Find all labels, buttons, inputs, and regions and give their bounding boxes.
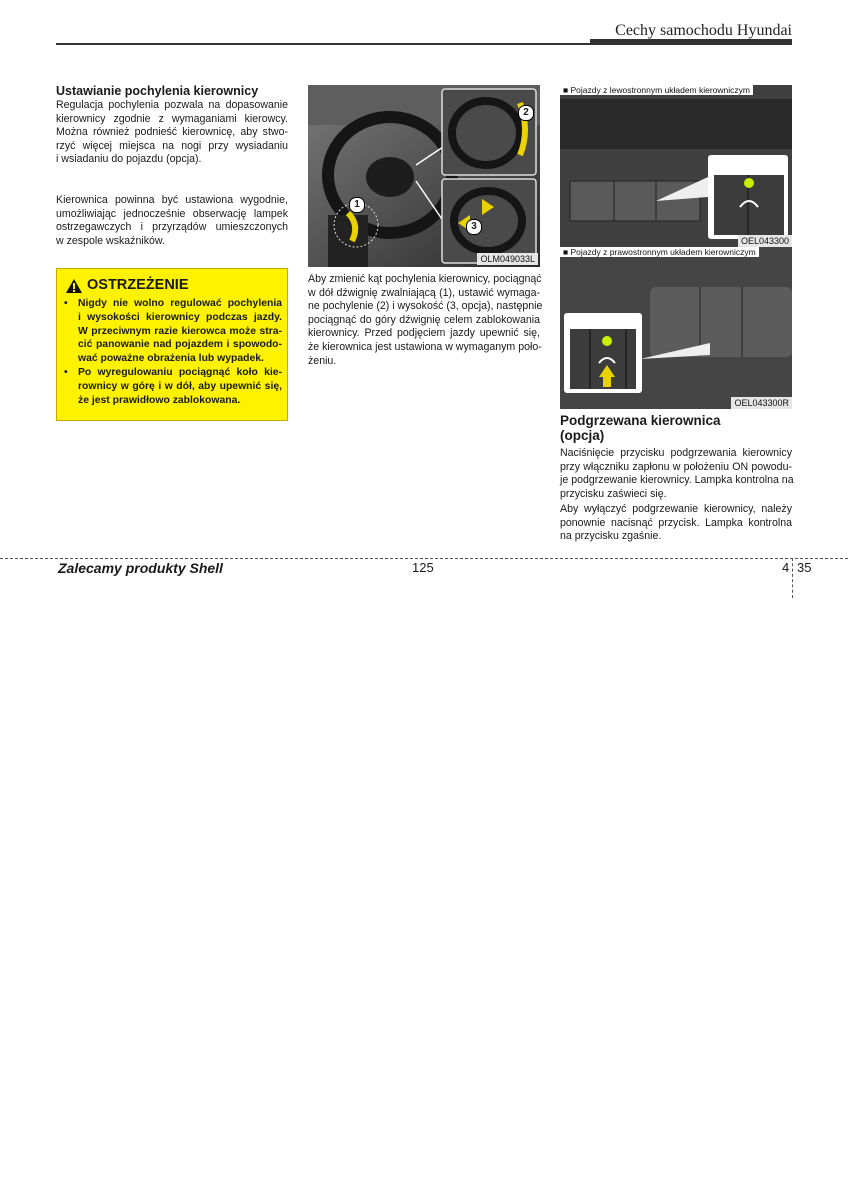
page-number: 125 xyxy=(412,560,434,575)
text-line: Aby wyłączyć podgrzewanie kierownicy, należy xyxy=(560,503,792,515)
text-line: przy włączniku zapłonu w położeniu ON powodu- xyxy=(560,460,792,473)
text-line: wać poważne obrażenia lub wypadek. xyxy=(78,353,264,365)
figure-caption-rhd: ■ Pojazdy z prawostronnym układem kierowniczym xyxy=(560,247,759,257)
callout-2: 2 xyxy=(518,105,534,121)
warning-triangle-icon xyxy=(65,278,83,294)
figure-caption-lhd: ■ Pojazdy z lewostronnym układem kierowniczym xyxy=(560,85,753,95)
text-line: i wsiadaniu do pojazdu (opcja). xyxy=(56,153,202,166)
figure-code-lhd: OEL043300 xyxy=(738,235,792,247)
steering-tilt-figure xyxy=(308,85,540,267)
text-line: żeniu. xyxy=(308,354,337,367)
text-line: Nigdy nie wolno regulować pochylenia xyxy=(78,298,282,309)
text-line: ostrzegawczych i przyrządów umieszczonych xyxy=(56,221,288,234)
heated-on-paragraph xyxy=(560,447,792,501)
text-line: je podgrzewanie kierownicy. Lampka kontrolna na xyxy=(560,474,794,487)
text-line: że jest prawidłowo zablokowana. xyxy=(78,394,241,406)
footer-sponsor: Zalecamy produkty Shell xyxy=(58,560,223,576)
section-number: 4 xyxy=(782,560,790,575)
callout-3: 3 xyxy=(466,219,482,235)
text-line: Można również podnieść kierownicę, aby stwo- xyxy=(56,126,288,139)
callout-1: 1 xyxy=(349,197,365,213)
warning-title: OSTRZEŻENIE xyxy=(87,277,189,293)
text-line: w dół dźwignię zwalniającą (1), ustawić wymaga- xyxy=(308,286,540,299)
running-header: Cechy samochodu Hyundai xyxy=(615,22,792,39)
text-line: kierownicy. Przed podjęciem jazdy upewnić się, xyxy=(308,327,540,340)
section-heading-tilt: Ustawianie pochylenia kierownicy xyxy=(56,84,259,98)
text-line: w zespole wskaźników. xyxy=(56,234,165,247)
text-line: umożliwiając jednocześnie obserwację lampek xyxy=(56,207,288,220)
text-line: pociągnąć do góry dźwignię celem zablokowania xyxy=(308,313,540,326)
text-line: ne pochylenie (2) i wysokość (3, opcja), następnie xyxy=(308,300,543,313)
figure-code: OLM049033L xyxy=(477,253,538,265)
text-line: i wysokości kierownicy podczas jazdy. xyxy=(78,311,282,323)
warning-list xyxy=(64,297,282,407)
text-line: rzyć więcej miejsca na nogi przy wysiadaniu xyxy=(56,139,288,152)
text-line: kierownicy zgodnie z wymaganiami kierowcy. xyxy=(56,112,288,125)
tilt-procedure-paragraph xyxy=(308,273,543,368)
warning-item: • Nigdy nie wolno regulować pochylenia i wysokości kierownicy podczas jazdy. W przeciwnym razie kierowca może stra- cić panowanie nad pojazdem i spowodo- wać poważne obrażenia lub wypadek. xyxy=(64,298,282,365)
figure-code-rhd: OEL043300R xyxy=(731,397,792,409)
footer-rule xyxy=(0,558,848,559)
text-line: rownicy w górę i w dół, aby upewnić się, xyxy=(78,380,282,392)
text-line: przycisku zaświeci się. xyxy=(560,487,667,500)
footer-divider xyxy=(792,558,793,598)
tilt-intro-paragraph xyxy=(56,99,288,167)
text-line: cić panowanie nad pojazdem i spowodo- xyxy=(78,339,282,351)
text-line: Kierownica powinna być ustawiona wygodnie, xyxy=(56,194,288,206)
text-line: że kierownica jest ustawiona w wymaganym poło- xyxy=(308,340,542,353)
warning-box xyxy=(56,268,288,421)
text-line: Naciśnięcie przycisku podgrzewania kierownicy xyxy=(560,447,792,459)
heated-button-figure-lhd xyxy=(560,85,792,247)
section-heading-heated: Podgrzewana kierownica (opcja) xyxy=(560,413,721,443)
text-line: na przycisku zgaśnie. xyxy=(560,530,662,543)
text-line: Aby zmienić kąt pochylenia kierownicy, pociągnąć xyxy=(308,273,542,285)
text-line: ponownie nacisnąć przycisk. Lampka kontrolna xyxy=(560,516,792,529)
tilt-comfort-paragraph xyxy=(56,194,288,248)
heated-button-figure-rhd xyxy=(560,247,792,409)
heated-off-paragraph xyxy=(560,503,792,544)
text-line: Po wyregulowaniu pociągnąć koło kie- xyxy=(78,366,282,378)
text-line: Regulacja pochylenia pozwala na dopasowanie xyxy=(56,99,288,111)
section-page-number: 35 xyxy=(797,560,812,575)
warning-item: • Po wyregulowaniu pociągnąć koło kie- rownicy w górę i w dół, aby upewnić się, że jest prawidłowo zablokowana. xyxy=(64,366,282,406)
text-line: W przeciwnym razie kierowca może stra- xyxy=(78,325,282,337)
header-rule-accent xyxy=(590,39,792,44)
